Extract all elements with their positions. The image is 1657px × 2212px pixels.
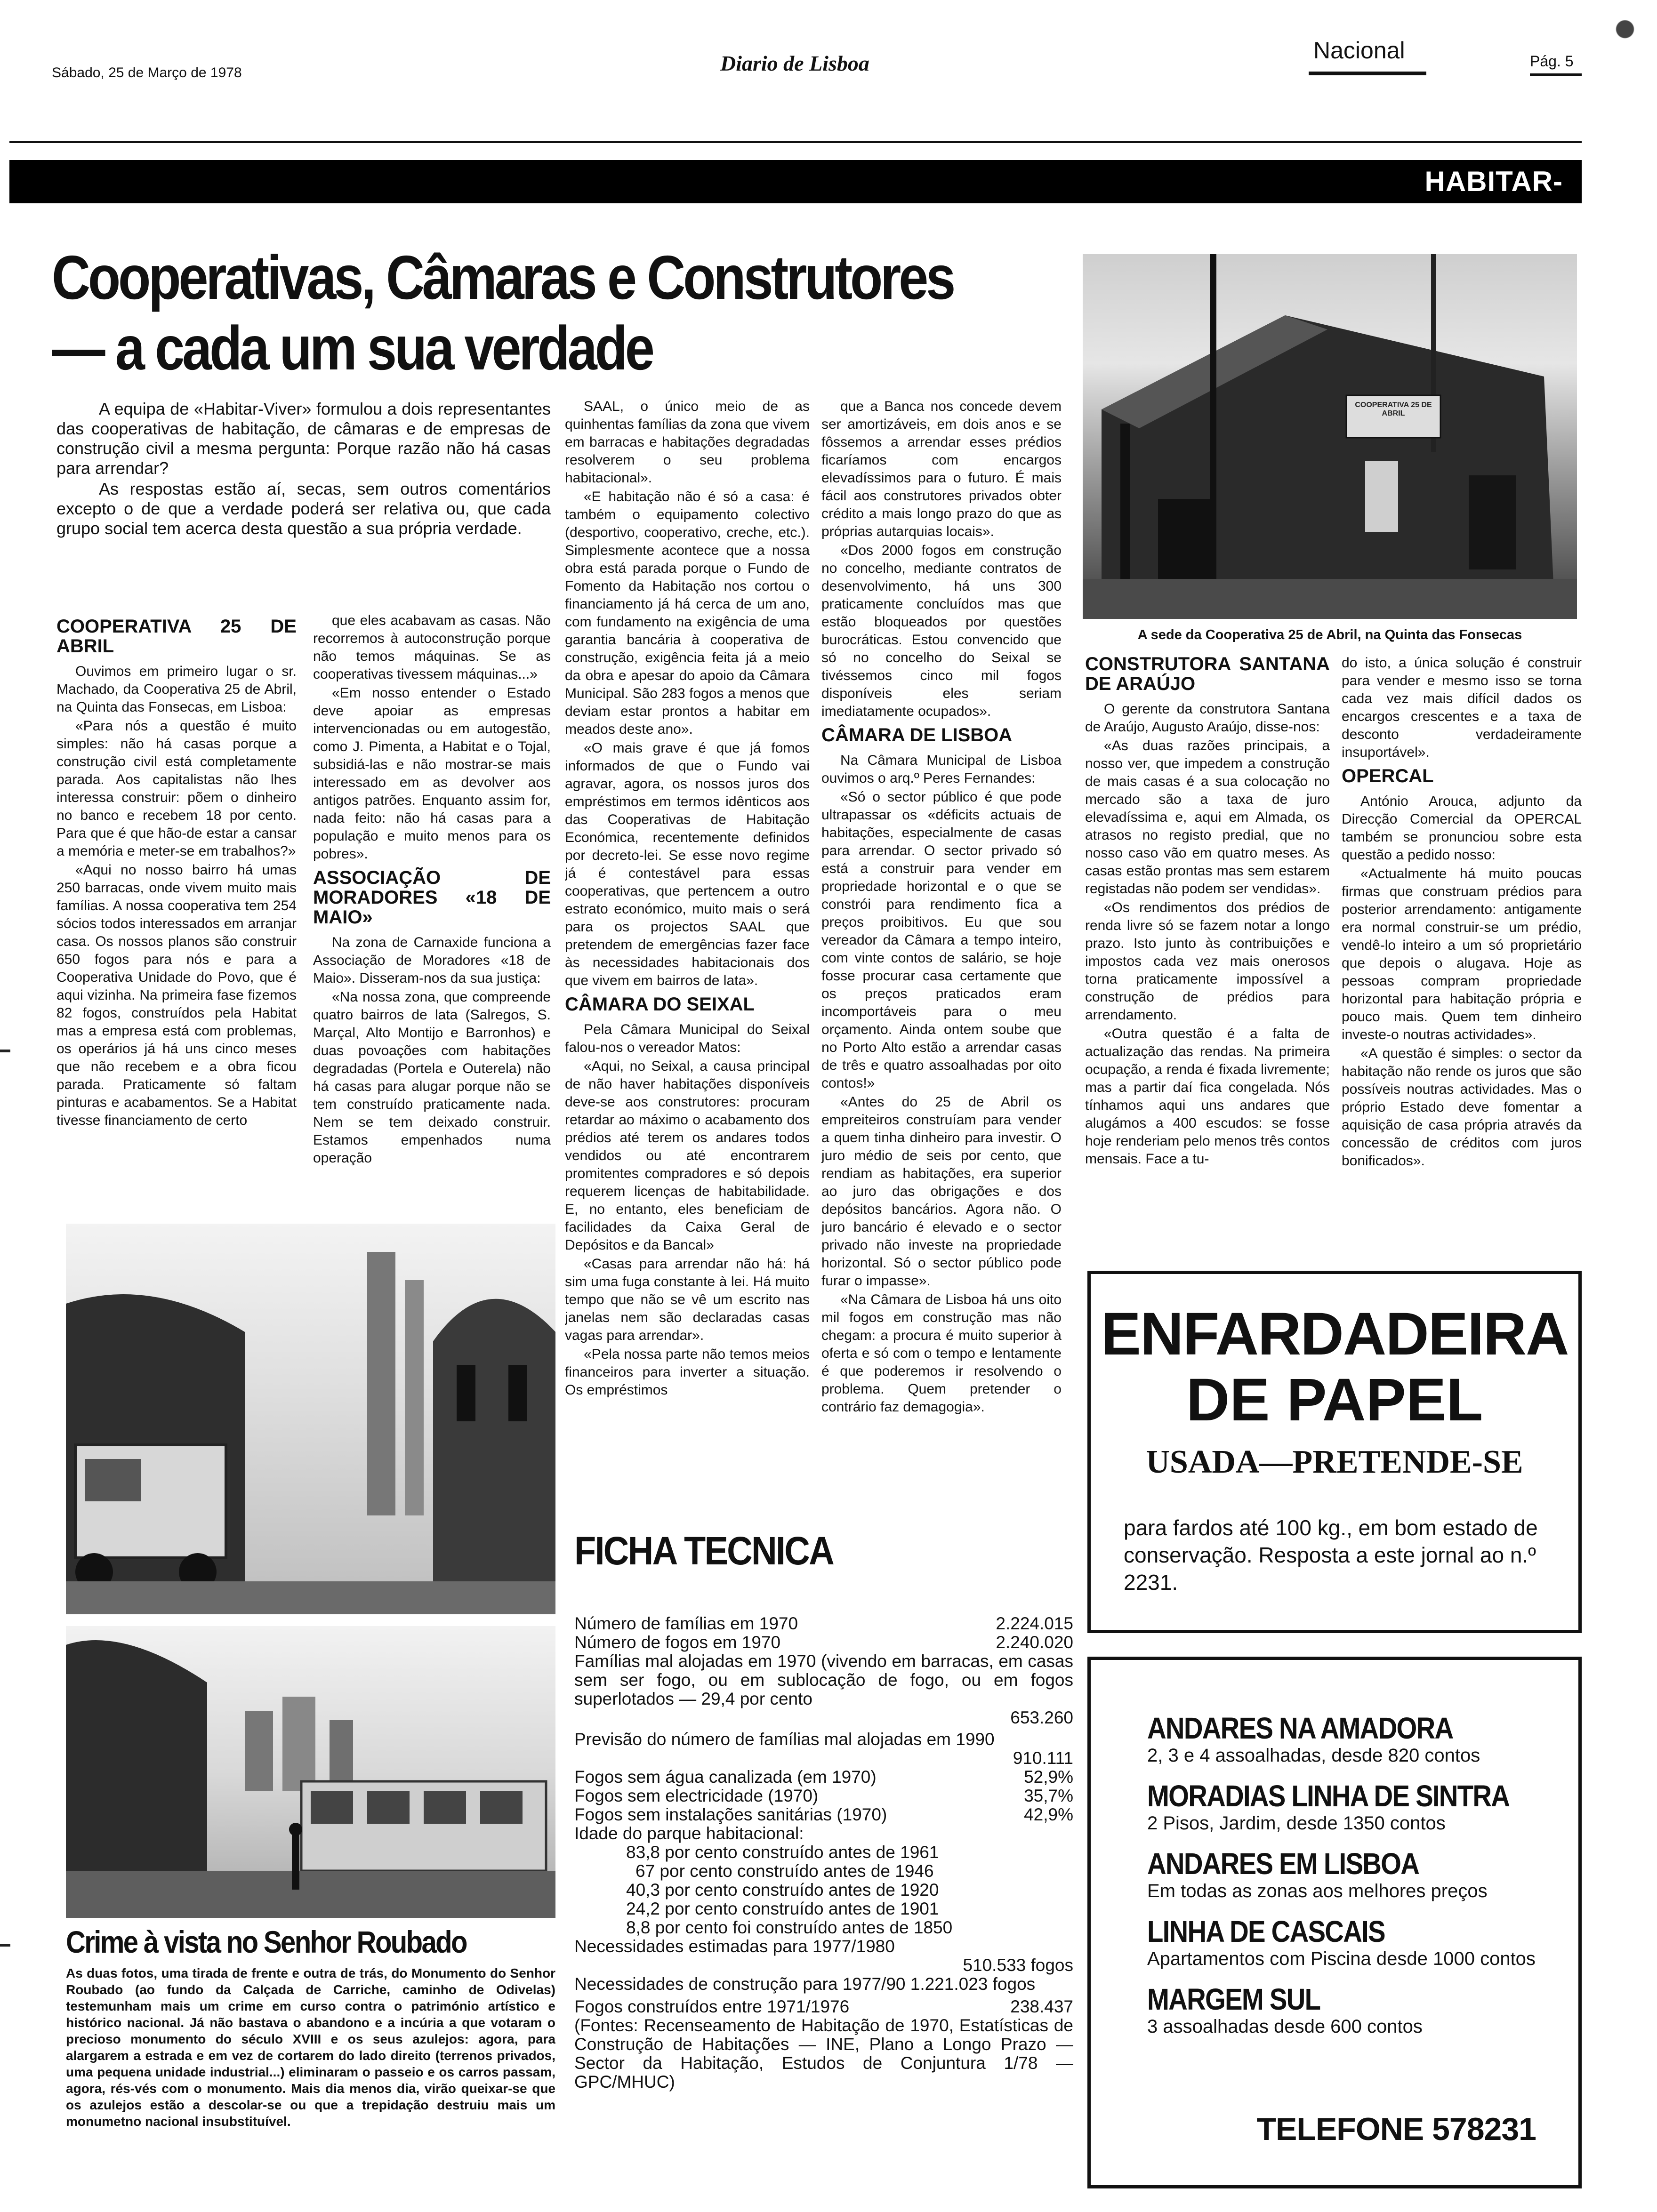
- c3-paragraph-1: SAAL, o único meio de as quinhentas famílias da zona que vivem em barracas e habitações degradadas resolverem o seu problema habitacional».: [565, 399, 810, 486]
- seixal-paragraph-2: «Aqui, no Seixal, a causa principal de não haver habitações disponíveis deve-se aos construtores: procuram retardar ao máximo o acabamento dos prédios até terem os andares todos vendidos ou até encontrarem promitentes compradores e só depois requerem licenças de habitabilidade. E, no entanto, eles beneficiam de facilidades da Caixa Geral de Depósitos e da Bancal»: [565, 1058, 810, 1253]
- margin-mark: [0, 1050, 10, 1052]
- ad-item: [1147, 1983, 1561, 2037]
- lisboa-paragraph-2: «Só o sector público é que pode ultrapassar os «déficits actuais de habitações, especialmente de casas para arrendar. O sector privado só está a construir para vender em propriedade horizontal e o que se constrói para rendimento fica a preços proibitivos. Eu que sou vereador da Câmara a tempo inteiro, com vinte contos de salário, se hoje fosse procurar casa certamente que os preços praticados eram incomportáveis para o meu orçamento. Ainda ontem soube que no Porto Alto estão a arrendar casas de três e quatro assoalhadas por oito contos!»: [821, 789, 1062, 1091]
- column-2: [313, 612, 551, 1195]
- opercal-heading: OPERCAL: [1342, 766, 1434, 786]
- ficha-pct-label: Fogos sem electricidade (1970): [574, 1786, 819, 1805]
- crime-body: As duas fotos, uma tirada de frente e outra de trás, do Monumento do Senhor Roubado (ao fundo da Calçada de Carriche, caminho de Odivelas) testemunham mais um crime em curso contra o património artístico e histórico nacional. Já não bastava o abandono e a incúria a que votaram o precioso monumento do século XVIII e os seus azulejos: agora, para alargarem a estrada e em vez de cortarem do lado direito (terrenos privados, uma pequena unidade industrial...) eliminaram o passeio e os carros passam, agora, rés-vés com o monumento. Mais dia menos dia, virão queixar-se que os azulejos estão a descolar-se ou que a trepidação destruiu mais um monumetno nacional insubstituível.: [66, 1966, 555, 2129]
- c3-paragraph-3: «O mais grave é que já fomos informados de que o Fundo vai agravar, agora, os nossos juros dos empréstimos em termos idênticos aos das Cooperativas de Habitação Económica, recentemente definidos por decreto-lei. Se esse novo regime já é contestável para essas cooperativas, que pertencem a outro estrato económico, muito mais o será para os projectos SAAL que pretendem de emergências fazer face às necessidades habitacionais dos que vivem em bairros de lata».: [565, 740, 810, 988]
- c3-paragraph-2: «E habitação não é só a casa: é também o equipamento colectivo (desportivo, cooperativo, creche, etc.). Simplesmente acontece que a nossa obra está parada porque o Fundo de Fomento da Habitação nos cortou o financiamento já há cerca de um ano, com fundamento na exigência de uma garantia bancária à cooperativa de construção, exigência feita já a meio da obra e apesar do apoio da Câmara Municipal. São 283 fogos a menos que deviam estar prontos a habitar em meados deste ano».: [565, 489, 810, 737]
- corner-mark: [1610, 9, 1648, 42]
- ad-item-title: MORADIAS LINHA DE SINTRA: [1147, 1779, 1510, 1813]
- ficha-block: [574, 1614, 1073, 2198]
- ficha-construidos-row: [574, 1997, 1073, 2016]
- ad-item-title: ANDARES EM LISBOA: [1147, 1847, 1419, 1881]
- photo-monument-back: [66, 1626, 555, 1918]
- ficha-idade-row: 8,8 por cento foi construído antes de 1850: [626, 1918, 953, 1937]
- assoc-paragraph-2: «Na nossa zona, que compreende quatro bairros de lata (Salregos, S. Marçal, Alto Montijo e Barronhos) e duas povoações com habitações degradadas (Portela e Outerela) não há casas para alugar porque não se tem construído praticamente nada. Nem se tem deixado construir. Estamos empenhados numa operação: [313, 989, 551, 1166]
- ficha-idade-row: 24,2 por cento construído antes de 1901: [626, 1899, 939, 1918]
- ficha-fontes: (Fontes: Recenseamento de Habitação de 1970, Estatísticas de Construção de Habitações — INE, Plano a Longo Prazo — Sector da Habitação, Estudos de Conjuntura 1/78 — GPC/MHUC): [574, 2016, 1073, 2092]
- ad-enfardadeira-line-3: USADA—PRETENDE-SE: [1146, 1444, 1523, 1480]
- issue-date: Sábado, 25 de Março de 1978: [52, 65, 242, 80]
- ficha-necessidades: Necessidades estimadas para 1977/1980: [574, 1937, 895, 1956]
- lead-paragraph-2: As respostas estão aí, secas, sem outros comentários excepto o de que a verdade poderá ser relativa ou, que cada grupo social tem acerca desta questão a sua própria verdade.: [56, 479, 551, 538]
- ad-enfardadeira-line-1: ENFARDADEIRA: [1101, 1300, 1569, 1368]
- page-number: Pág. 5: [1530, 53, 1574, 70]
- opercal-paragraph-2: «Actualmente há muito poucas firmas que construam prédios para posterior arrendamento: antigamente era normal construir-se um prédio, vendê-lo inteiro a um só proprietário que depois o alugava. Hoje as pessoas compram propriedade horizontal para habitação própria e pouco mais. Quem tem dinheiro investe-o noutras actividades».: [1342, 866, 1582, 1042]
- santana-paragraph-3: «Os rendimentos dos prédios de renda livre só se fazem notar a longo prazo. Isto junto às contribuições e impostos cada vez mais onerosos torna praticamente impossível a construção de prédios para arrendamento.: [1085, 900, 1330, 1023]
- article-lead: [56, 399, 551, 587]
- section-band: [9, 160, 1582, 203]
- page-number-underline: [1530, 73, 1582, 76]
- ficha-mal-alojadas: Famílias mal alojadas em 1970 (vivendo em barracas, em casas sem ser fogo, ou em sublocação de fogo, ou em fogos superlotados — 29,4 por cento: [574, 1651, 1073, 1708]
- ficha-necess-construcao: Necessidades de construção para 1977/90 1.221.023 fogos: [574, 1974, 1036, 1994]
- column-1: [56, 612, 297, 1195]
- ficha-necessidades-value: 510.533 fogos: [963, 1956, 1073, 1975]
- ad-item-sub: 3 assoalhadas desde 600 contos: [1147, 2016, 1423, 2037]
- crime-heading: Crime à vista no Senhor Roubado: [66, 1924, 467, 1959]
- section-name: Nacional: [1313, 37, 1405, 64]
- ad-enfardadeira-line-2: DE PAPEL: [1186, 1366, 1483, 1434]
- ficha-construidos-label: Fogos construídos entre 1971/1976: [574, 1997, 850, 2016]
- santana-paragraph-1: O gerente da construtora Santana de Araújo, Augusto Araújo, disse-nos:: [1085, 701, 1330, 735]
- photo-cooperative-hq: [1083, 254, 1577, 619]
- ad-item: [1147, 1847, 1561, 1902]
- ficha-pct-label: Fogos sem água canalizada (em 1970): [574, 1767, 877, 1787]
- seixal-paragraph-3: «Casas para arrendar não há: há sim uma fuga constante à lei. Há muito tempo que não se vê um escrito nas janelas nem são declaradas casas vagas para arrendar».: [565, 1256, 810, 1343]
- coop-paragraph-1: Ouvimos em primeiro lugar o sr. Machado, da Cooperativa 25 de Abril, na Quinta das Fonsecas, em Lisboa:: [56, 664, 297, 715]
- assoc-heading: ASSOCIAÇÃO DE MORADORES «18 DE MAIO»: [313, 867, 551, 928]
- c2-paragraph-1: que eles acabavam as casas. Não recorremos à autoconstrução porque não temos máquinas. Se as cooperativas tivessem máquinas...»: [313, 613, 551, 682]
- ad-item-sub: Em todas as zonas aos melhores preços: [1147, 1881, 1488, 1901]
- article-title-line-1: Cooperativas, Câmaras e Construtores: [52, 243, 954, 312]
- photo-cooperative-hq-drawing: [1083, 254, 1577, 619]
- ficha-pct-value: 35,7%: [1024, 1786, 1073, 1805]
- ficha-idade-row: 67 por cento construído antes de 1946: [635, 1861, 934, 1881]
- photo-monument-front-drawing: [66, 1224, 555, 1614]
- photo-monument-back-drawing: [66, 1626, 555, 1918]
- ad-item-title: MARGEM SUL: [1147, 1982, 1320, 2016]
- section-underline: [1309, 72, 1426, 75]
- ad-item-sub: 2 Pisos, Jardim, desde 1350 contos: [1147, 1813, 1446, 1834]
- ficha-idade: Idade do parque habitacional:: [574, 1824, 804, 1843]
- ficha-row: [574, 1633, 1073, 1652]
- santana-heading: CONSTRUTORA SANTANA DE ARAÚJO: [1085, 654, 1330, 694]
- ad-enfardadeira-body: para fardos até 100 kg., em bom estado de conservação. Resposta a este jornal ao n.º 2231.: [1124, 1515, 1538, 1595]
- ficha-row-label: Número de fogos em 1970: [574, 1633, 781, 1652]
- lisboa-paragraph-3: «Antes do 25 de Abril os empreiteiros construíam para vender a quem tinha dinheiro para investir. O juro médio de seis por cento, que rendiam as habitações, era superior ao juro das obrigações e dos depósitos bancários. Agora não. O juro bancário é elevado e o sector privado não investe na propriedade horizontal. Só o sector público pode furar o impasse».: [821, 1094, 1062, 1289]
- ad-item-sub: 2, 3 e 4 assoalhadas, desde 820 contos: [1147, 1745, 1480, 1766]
- ficha-pct-row: [574, 1805, 1073, 1824]
- ficha-mal-alojadas-value: 653.260: [1010, 1708, 1073, 1727]
- ficha-row: [574, 1614, 1073, 1633]
- c4-paragraph-1: que a Banca nos concede devem ser amortizáveis, em dois anos e se fôssemos a arrendar esses prédios ficaríamos com encargos elevadíssimos para o futuro. É mais fácil aos construtores privados obter crédito a mais longo prazo do que as próprias autarquias locais».: [821, 399, 1062, 539]
- margin-mark: [0, 1944, 10, 1947]
- coop-heading: COOPERATIVA 25 DE ABRIL: [56, 616, 297, 657]
- lead-paragraph-1: A equipa de «Habitar-Viver» formulou a dois representantes das cooperativas de habitação, de câmaras e de empresas de construção civil a mesma pergunta: Porque razão não há casas para arrendar?: [56, 399, 551, 478]
- opercal-paragraph-3: «A questão é simples: o sector da habitação não rende os juros que são possíveis noutras actividades. Mas o próprio Estado deve fomentar a aquisição de casa própria através da concessão de créditos com juros bonificados».: [1342, 1046, 1582, 1169]
- ficha-title: FICHA TECNICA: [574, 1529, 834, 1573]
- assoc-paragraph-1: Na zona de Carnaxide funciona a Associação de Moradores «18 de Maio». Disseram-nos da sua justiça:: [313, 935, 551, 986]
- column-3: [565, 398, 810, 1504]
- ficha-previsao-value: 910.111: [1013, 1748, 1073, 1768]
- c2-paragraph-2: «Em nosso entender o Estado deve apoiar as empresas intervencionadas ou em autogestão, como J. Pimenta, a Habitat e o Tojal, subsidiá-las e não mostrar-se mais interessado em as devolver aos antigos patrões. Enquanto assim for, nada feito: não há casas para a população e muito menos para os pobres».: [313, 685, 551, 862]
- photo-cooperative-hq-caption: A sede da Cooperativa 25 de Abril, na Quinta das Fonsecas: [1137, 627, 1522, 642]
- lisboa-paragraph-4: «Na Câmara de Lisboa há uns oito mil fogos em construção mas não chegam: a procura é muito superior à oferta e só com o tempo e lentamente é que poderemos ir resolvendo o problema. Quem pretender o contrário faz demagogia».: [821, 1292, 1062, 1415]
- ad-real-estate: [1087, 1657, 1582, 2188]
- ficha-row-value: 2.240.020: [996, 1633, 1073, 1652]
- coop-paragraph-2: «Para nós a questão é muito simples: não há casas porque a construção civil está completamente parada. Aos capitalistas não lhes interessa construir: põem o dinheiro no banco e recebem 18 por cento. Para que é que hão-de estar a cansar a memória e meter-se em trabalhos?»: [56, 718, 297, 859]
- column-4: [821, 398, 1062, 1504]
- ficha-idade-row: 40,3 por cento construído antes de 1920: [626, 1880, 939, 1899]
- seixal-heading: CÂMARA DO SEIXAL: [565, 994, 755, 1015]
- article-title-line-2: — a cada um sua verdade: [52, 313, 652, 383]
- ficha-row-value: 2.224.015: [996, 1614, 1073, 1633]
- c4-paragraph-2: «Dos 2000 fogos em construção no concelho, mediante contratos de desenvolvimento, há uns 300 praticamente concluídos mas que estão bloqueados por questões burocráticas. Estou convencido que só no concelho do Seixal se tivéssemos cinco mil fogos disponíveis eles seriam imediatamente ocupados».: [821, 543, 1062, 719]
- ad-real-estate-list: [1147, 1712, 1561, 2051]
- c6-paragraph-1: do isto, a única solução é construir para vender e mesmo isso se torna cada vez mais difícil dados os encargos crescentes e a taxa de desconto verdadeiramente insuportável».: [1342, 655, 1582, 760]
- photo-monument-front: [66, 1224, 555, 1614]
- coop-paragraph-3: «Aqui no nosso bairro há umas 250 barracas, onde vivem muito mais famílias. A nossa cooperativa tem 254 sócios todos interessados em arranjar casa. Os nossos planos são construir 650 fogos para nós e para a Cooperativa Unidade do Povo, que é aqui vizinha. Na primeira fase fizemos 82 fogos, construídos pela Habitat mas a empresa está com problemas, os operários já há uns cinco meses que não recebem e a obra ficou parada. Praticamente só faltam pinturas e acabamentos. Se a Habitat tivesse financiamento de certo: [56, 862, 297, 1128]
- santana-paragraph-4: «Outra questão é a falta de actualização das rendas. Na primeira ocupação, a renda é fixada livremente; mas a partir daí fica congelada. Nós tínhamos aqui uns andares que alugámos a 400 escudos: se fosse hoje renderiam pelo menos três contos mensais. Face a tu-: [1085, 1026, 1330, 1167]
- ficha-previsao: Previsão do número de famílias mal alojadas em 1990: [574, 1730, 995, 1749]
- ad-item: [1147, 1915, 1561, 1970]
- ficha-pct-row: [574, 1787, 1073, 1805]
- opercal-paragraph-1: António Arouca, adjunto da Direcção Comercial da OPERCAL também se pronunciou sobre esta questão a pedido nosso:: [1342, 793, 1582, 863]
- ad-item: [1147, 1712, 1561, 1766]
- lisboa-paragraph-1: Na Câmara Municipal de Lisboa ouvimos o arq.º Peres Fernandes:: [821, 753, 1062, 786]
- ad-phone: TELEFONE 578231: [1256, 2111, 1536, 2147]
- seixal-paragraph-1: Pela Câmara Municipal do Seixal falou-nos o vereador Matos:: [565, 1022, 810, 1055]
- sign-text: COOPERATIVA 25 DE ABRIL: [1355, 401, 1432, 417]
- column-5: [1085, 654, 1330, 1210]
- ficha-pct-row: [574, 1768, 1073, 1787]
- ad-item: [1147, 1779, 1561, 1834]
- seixal-paragraph-4: «Pela nossa parte não temos meios financeiros para inverter a situação. Os empréstimos: [565, 1346, 810, 1398]
- paper-name: Diario de Lisboa: [720, 51, 869, 75]
- ad-item-title: ANDARES NA AMADORA: [1147, 1711, 1453, 1745]
- ficha-idade-row: 83,8 por cento construído antes de 1961: [626, 1843, 939, 1862]
- ad-item-title: LINHA DE CASCAIS: [1147, 1915, 1385, 1948]
- column-6: [1342, 654, 1582, 1210]
- ficha-construidos-value: 238.437: [1010, 1997, 1073, 2016]
- lisboa-heading: CÂMARA DE LISBOA: [821, 725, 1013, 745]
- section-band-label: HABITAR-VIVER: [1424, 166, 1563, 235]
- santana-paragraph-2: «As duas razões principais, a nosso ver, que impedem a construção de mais casas é a sua colocação no mercado são a taxa de juro elevadíssima e, aqui em Almada, os atrasos no registo predial, que no nosso caso vão em quatro meses. As casas estão prontas mas sem estarem registadas não podem ser vendidas».: [1085, 738, 1330, 897]
- ad-enfardadeira: [1087, 1271, 1582, 1633]
- ad-item-sub: Apartamentos com Piscina desde 1000 contos: [1147, 1948, 1536, 1969]
- top-rule: [9, 141, 1582, 143]
- ficha-pct-value: 52,9%: [1024, 1767, 1073, 1787]
- ficha-pct-label: Fogos sem instalações sanitárias (1970): [574, 1805, 887, 1824]
- ficha-row-label: Número de famílias em 1970: [574, 1614, 798, 1633]
- ficha-pct-value: 42,9%: [1024, 1805, 1073, 1824]
